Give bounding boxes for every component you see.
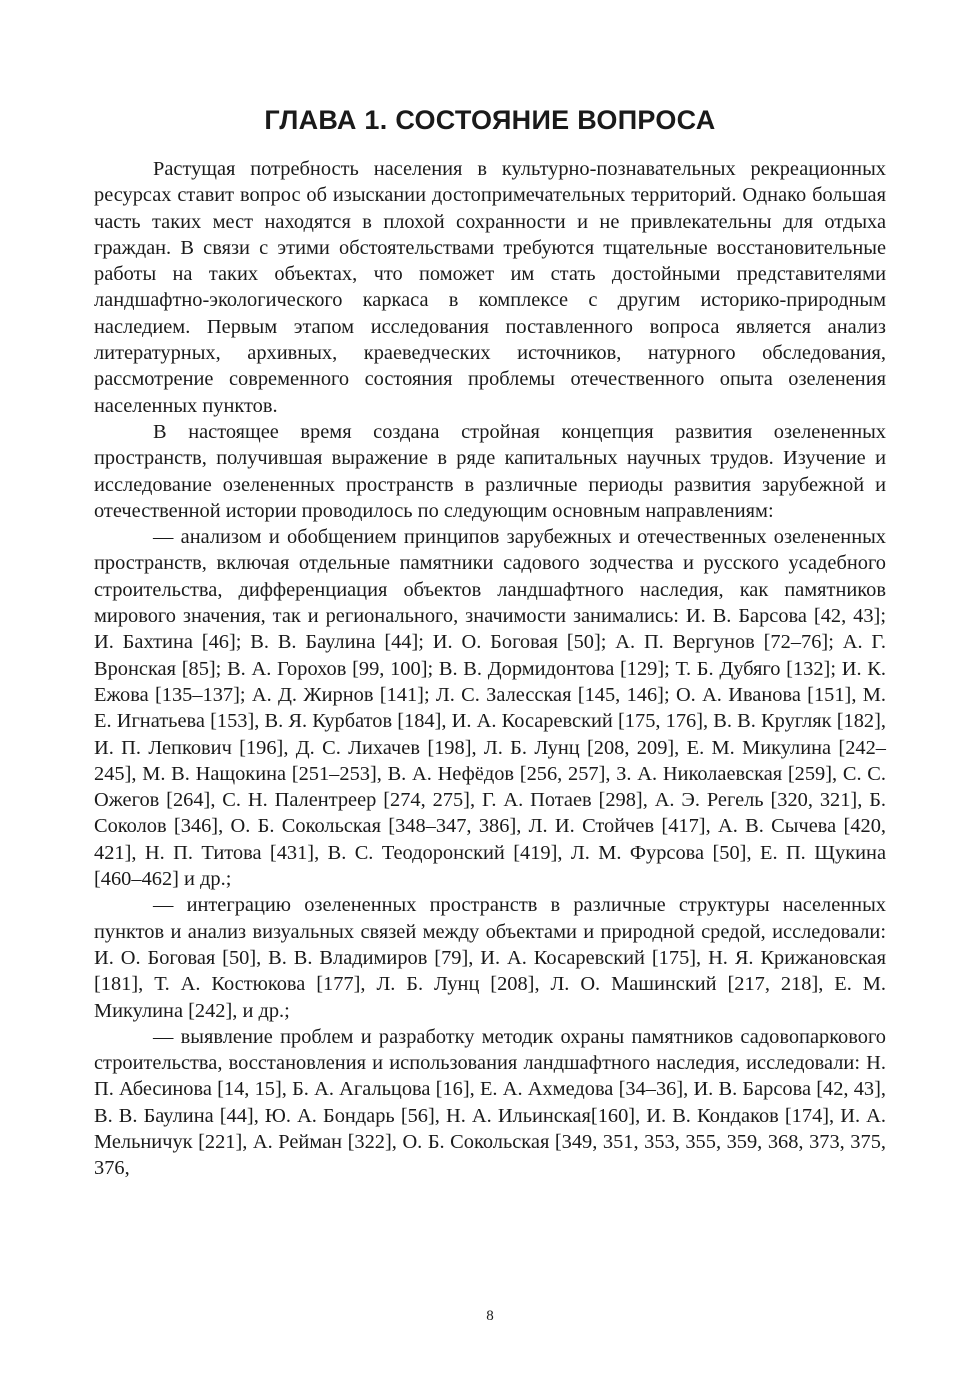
list-item-analysis: — анализом и обобщением принципов зарубежных и отечественных озелененных пространств, включая отдельные памятники садового зодчества и русского усадебного строительства, дифференциация объектов ландшафтного наследия, как памятников мирового значения, так и регионального, значимости занимались: И. В. Барсова [42, 43]; И. Бахтина [46]; В. В. Баулина [44]; И. О. Боговая [50]; А. П. Вергунов [72–76]; А. Г. Вронская [85]; В. А. Горохов [99, 100]; В. В. Дормидонтова [129]; Т. Б. Дубяго [132]; И. К. Ежова [135–137]; А. Д. Жирнов [141]; Л. С. Залесская [145, 146]; О. А. Иванова [151], М. Е. Игнатьева [153], В. Я. Курбатов [184], И. А. Косаревский [175, 176], В. В. Кругляк [182], И. П. Лепкович [196], Д. С. Лихачев [198], Л. Б. Лунц [208, 209], Е. М. Микулина [242–245], М. В. Нащокина [251–253], В. А. Нефёдов [256, 257], З. А. Николаевская [259], С. С. Ожегов [264], С. Н. Палентреер [274, 275], Г. А. Потаев [298], А. Э. Регель [320, 321], Б. Соколов [346], О. Б. Сокольская [348–347, 386], Л. И. Стойчев [417], А. В. Сычева [420, 421], Н. П. Титова [431], В. С. Теодоронский [419], Л. М. Фурсова [50], Е. П. Щукина [460–462] и др.;	[94, 526, 886, 891]
list-item-integration: — интеграцию озелененных пространств в различные структуры населенных пунктов и анализ визуальных связей между объектами и природной средой, исследовали: И. О. Боговая [50], В. В. Владимиров [79], И. А. Косаревский [175], Н. Я. Крижановская [181], Т. А. Костюкова [177], Л. Б. Лунц [208], Л. О. Машинский [217, 218], Е. М. Микулина [242], и др.;	[94, 894, 886, 1022]
chapter-title: ГЛАВА 1. СОСТОЯНИЕ ВОПРОСА	[264, 105, 716, 135]
paragraph-concept: В настоящее время создана стройная концепция развития озелененных пространств, получившая выражение в ряде капитальных научных трудов. Изучение и исследование озелененных пространств в различные периоды развития зарубежной и отечественной истории проводилось по следующим основным направлениям:	[94, 420, 886, 522]
list-item-protection: — выявление проблем и разработку методик охраны памятников садовопаркового строительства, восстановления и использования ландшафтного наследия, исследовали: Н. П. Абесинова [14, 15], Б. А. Агальцова [16], Е. А. Ахмедова [34–36], И. В. Барсова [42, 43], В. В. Баулина [44], Ю. А. Бондарь [56], Н. А. Ильинская[160], И. В. Кондаков [174], И. А. Мельничук [221], А. Рейман [322], О. Б. Сокольская [349, 351, 353, 355, 359, 368, 373, 375, 376,	[94, 1025, 886, 1180]
paragraph-intro: Растущая потребность населения в культурно-познавательных рекреационных ресурсах ставит вопрос об изыскании достопримечательных территорий. Однако большая часть таких мест находятся в плохой сохранности и не привлекательны для отдыха граждан. В связи с этими обстоятельствами требуются тщательные восстановительные работы на таких объектах, что поможет им стать достойными представителями ландшафтно-экологического каркаса в комплексе с другим историко-природным наследием. Первым этапом исследования поставленного вопроса является анализ литературных, архивных, краеведческих источников, натурного обследования, рассмотрение современного состояния проблемы отечественного опыта озеленения населенных пунктов.	[94, 158, 886, 417]
body-text	[94, 156, 886, 1182]
page-number: 8	[486, 1308, 494, 1324]
